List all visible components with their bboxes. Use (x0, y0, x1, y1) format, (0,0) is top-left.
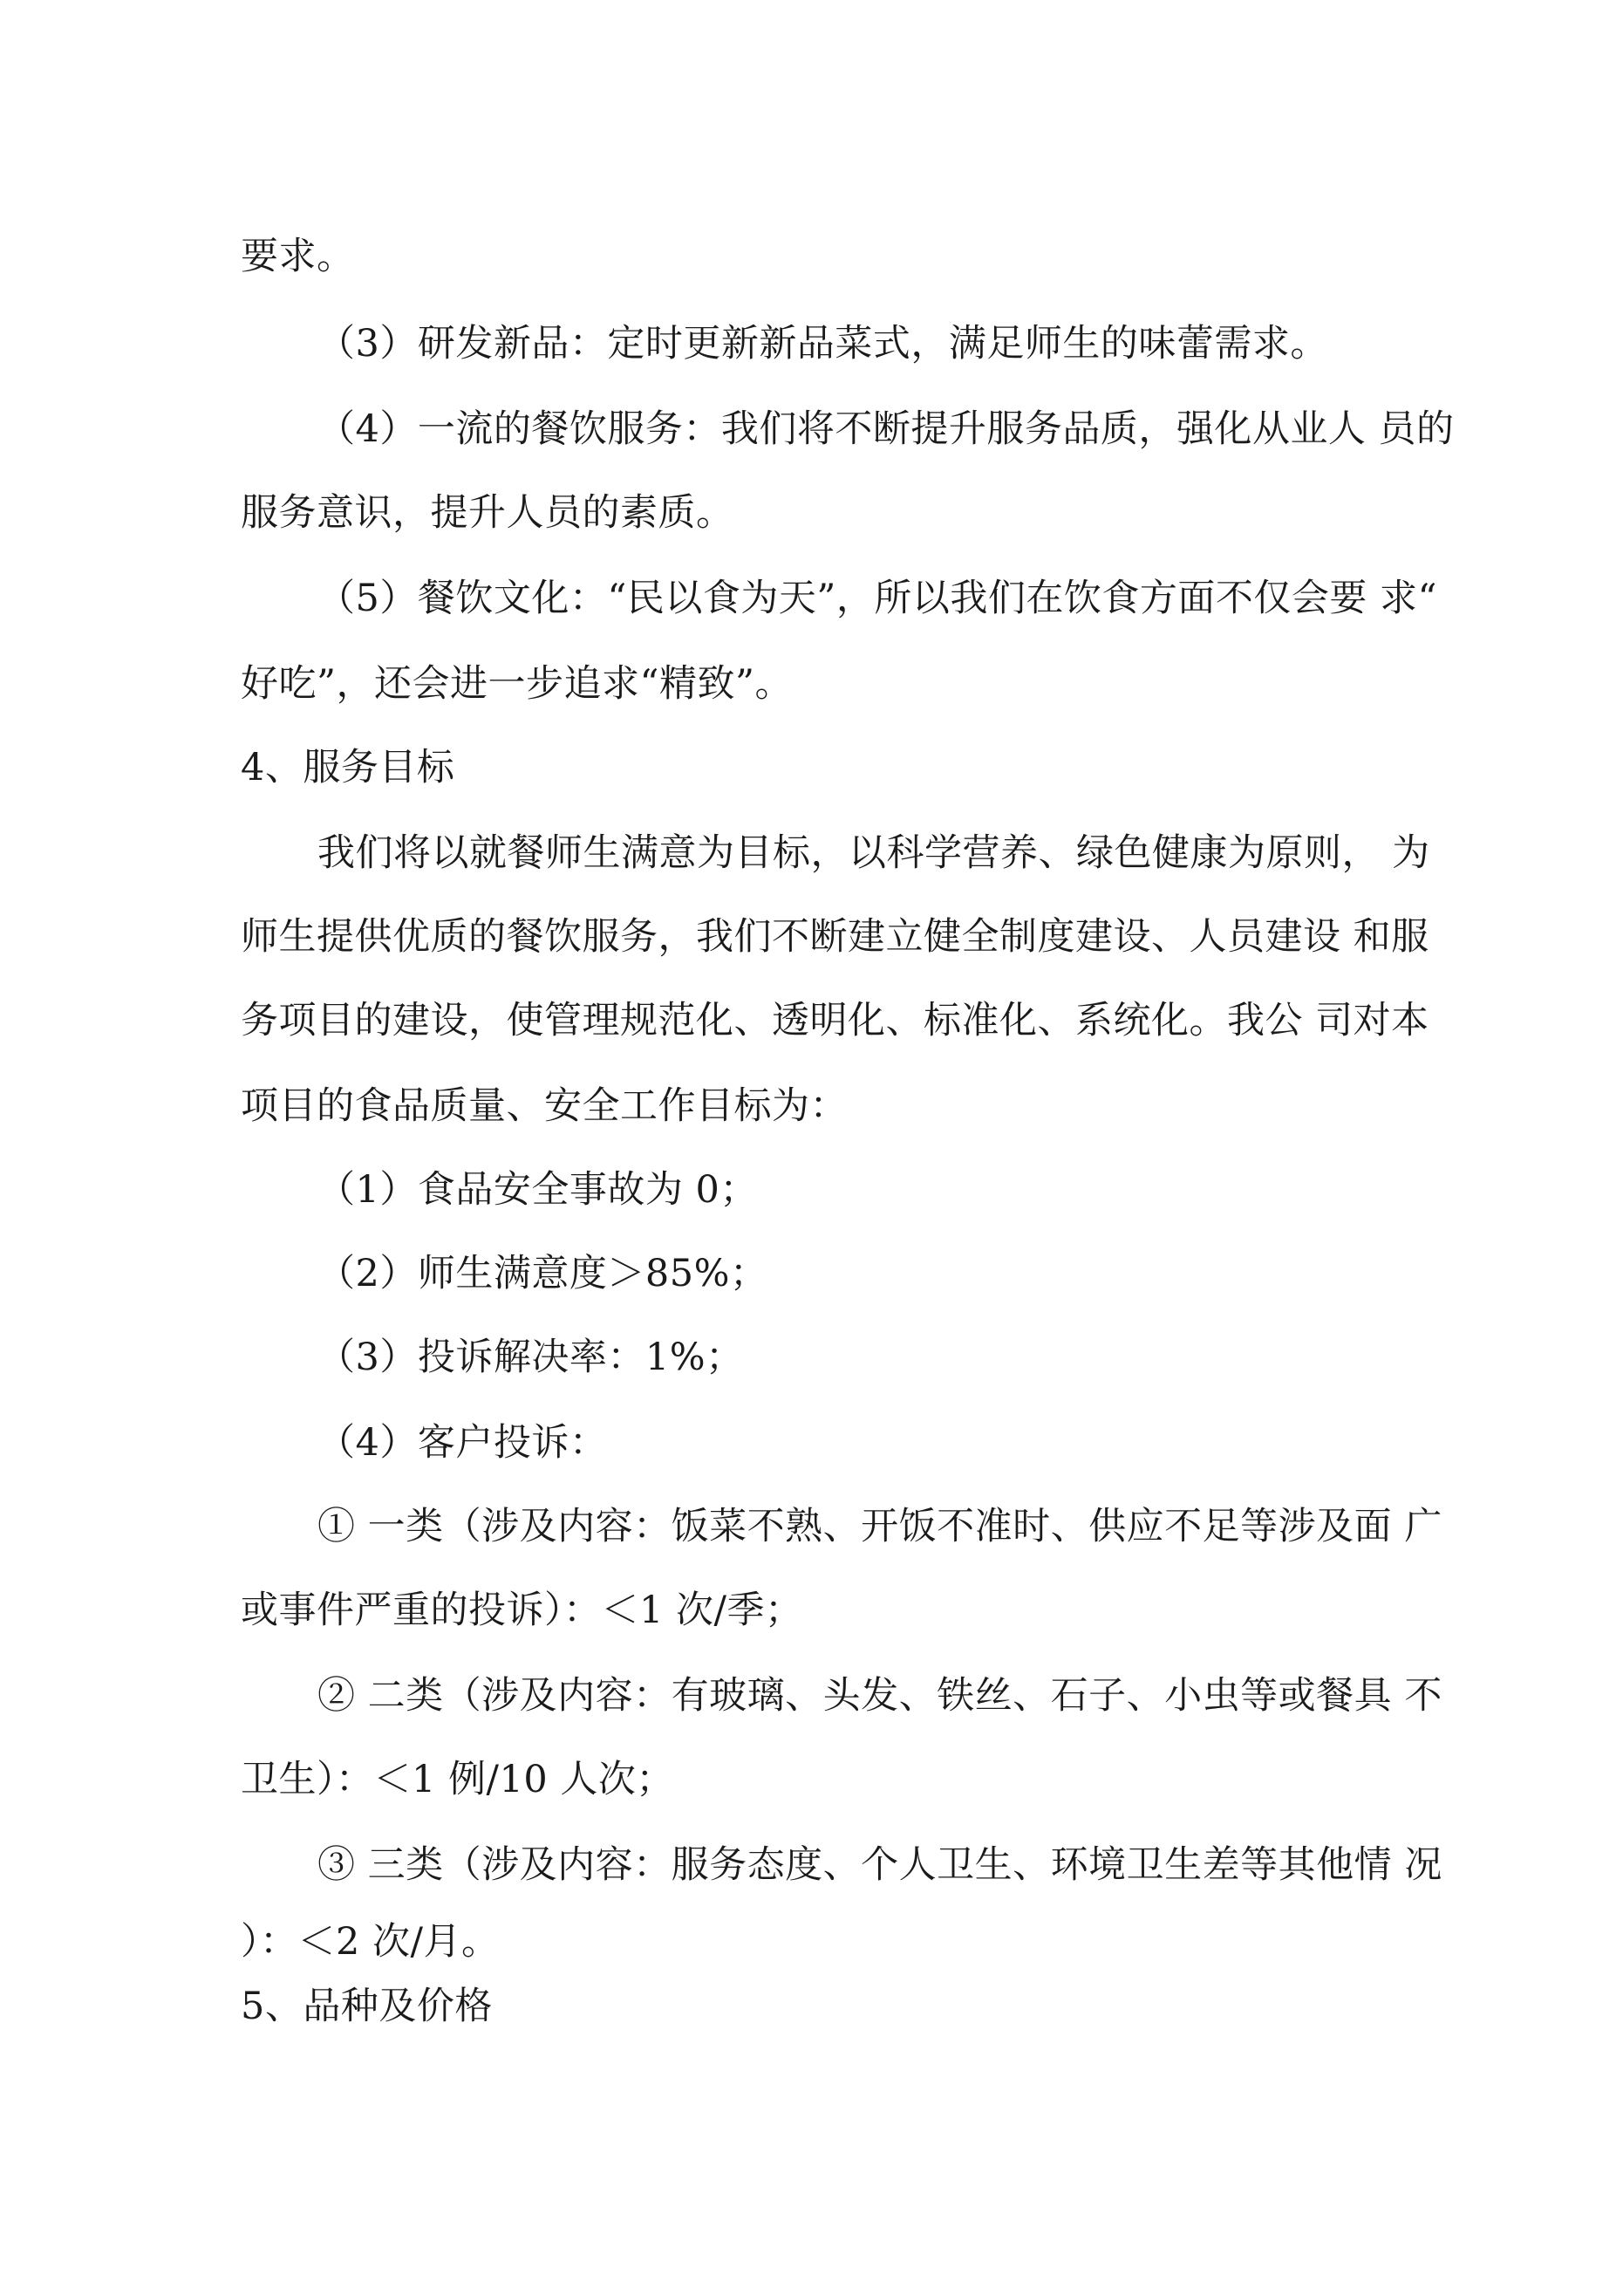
goal-item-4: （4）客户投诉： (317, 1421, 608, 1465)
complaint-type1-line2: 或事件严重的投诉）：＜1 次/季； (241, 1589, 803, 1632)
goal-paragraph-line3: 务项目的建设，使管理规范化、透明化、标准化、系统化。我公 司对本 (241, 999, 1429, 1042)
goal-paragraph-line2: 师生提供优质的餐饮服务，我们不断建立健全制度建设、人员建设 和服 (241, 915, 1429, 959)
goal-item-3: （3）投诉解决率：1%； (317, 1336, 744, 1379)
item-culture-line1: （5）餐饮文化：“民以食为天”，所以我们在饮食方面不仅会要 求“ (317, 577, 1437, 620)
item-culture-line2: 好吃”，还会进一步追求“精致”。 (241, 662, 793, 706)
paragraph-line: 要求。 (241, 235, 355, 278)
goal-item-1: （1）食品安全事故为 0； (317, 1168, 758, 1212)
complaint-type2-line1: ② 二类（涉及内容：有玻璃、头发、铁丝、石子、小虫等或餐具 不 (317, 1674, 1442, 1718)
section-heading-service-goals: 4、服务目标 (241, 746, 455, 789)
goal-paragraph-line4: 项目的食品质量、安全工作目标为： (241, 1084, 848, 1128)
section-heading-varieties-prices: 5、品种及价格 (241, 1985, 493, 2028)
complaint-type2-line2: 卫生）：＜1 例/10 人次； (241, 1758, 674, 1801)
item-service-line2: 服务意识，提升人员的素质。 (241, 491, 734, 535)
complaint-type1-line1: ① 一类（涉及内容：饭菜不熟、开饭不准时、供应不足等涉及面 广 (317, 1505, 1442, 1548)
goal-paragraph-line1: 我们将以就餐师生满意为目标，以科学营养、绿色健康为原则， 为 (317, 831, 1430, 875)
item-service-line1: （4）一流的餐饮服务：我们将不断提升服务品质，强化从业人 员的 (317, 407, 1455, 451)
item-new-dishes: （3）研发新品：定时更新新品菜式，满足师生的味蕾需求。 (317, 322, 1328, 366)
complaint-type3-line1: ③ 三类（涉及内容：服务态度、个人卫生、环境卫生差等其他情 况 (317, 1843, 1442, 1887)
complaint-type3-line2: ）：＜2 次/月。 (241, 1920, 500, 1964)
goal-item-2: （2）师生满意度＞85%； (317, 1252, 768, 1295)
